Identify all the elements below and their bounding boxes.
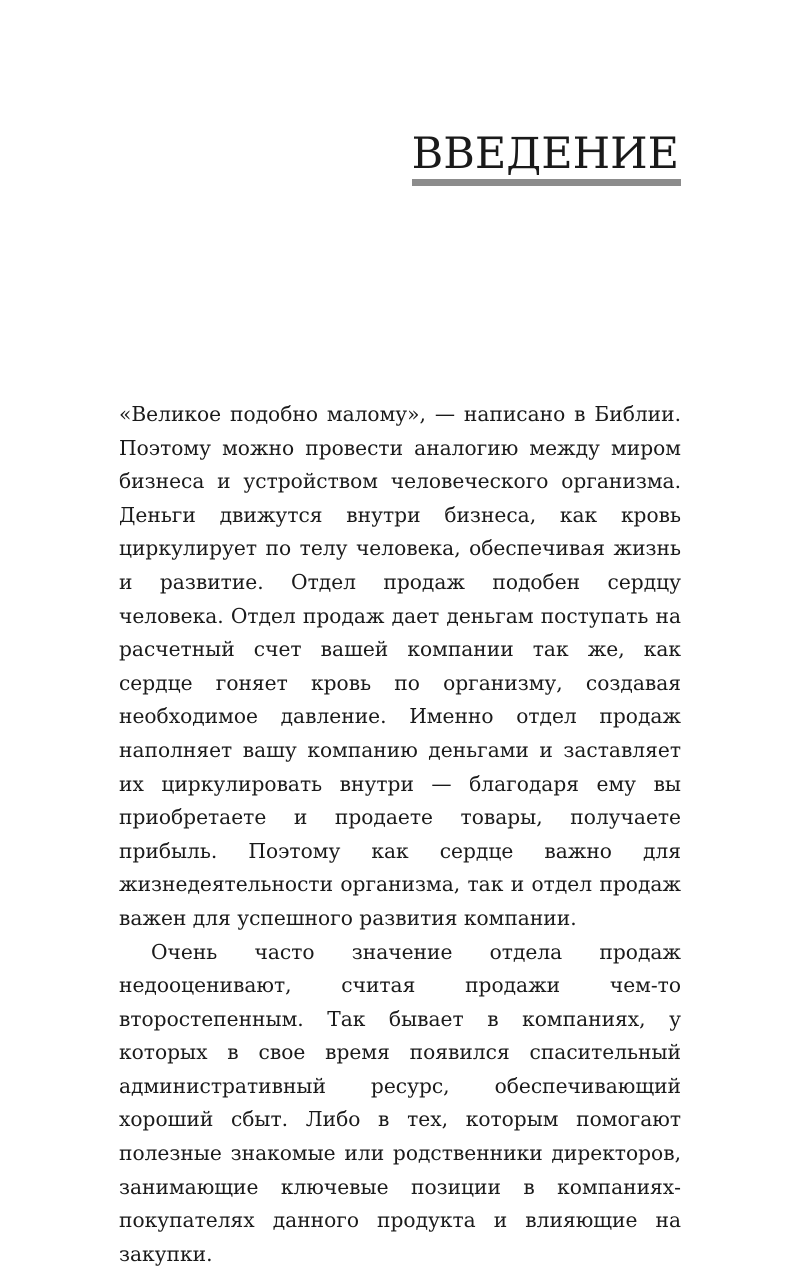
title-underline: [412, 179, 681, 186]
paragraph-2: Очень часто значение отдела продаж недооценивают, считая продажи чем-то второстепенным. Так бывает в компаниях, у которых в свое время появился спасительный административный ресурс, обеспечивающий хороший сбыт. Либо в тех, которым помогают полезные знакомые или родственники директоров, занимающие ключевые позиции в компаниях-покупателях данного продукта и влияющие на закупки.: [119, 936, 681, 1271]
chapter-heading: [412, 128, 679, 180]
paragraph-1: «Великое подобно малому», — написано в Библии. Поэтому можно провести аналогию между миром бизнеса и устройством человеческого организма. Деньги движутся внутри бизнеса, как кровь циркулирует по телу человека, обеспечивая жизнь и развитие. Отдел продаж подобен сердцу человека. Отдел продаж дает деньгам поступать на расчетный счет вашей компании так же, как сердце гоняет кровь по организму, создавая необходимое давление. Именно отдел продаж наполняет вашу компанию деньгами и заставляет их циркулировать внутри — благодаря ему вы приобретаете и продаете товары, получаете прибыль. Поэтому как сердце важно для жизнедеятельности организма, так и отдел продаж важен для успешного развития компании.: [119, 398, 681, 936]
chapter-title: ВВЕДЕНИЕ: [412, 128, 679, 180]
body-text: [119, 398, 681, 1271]
